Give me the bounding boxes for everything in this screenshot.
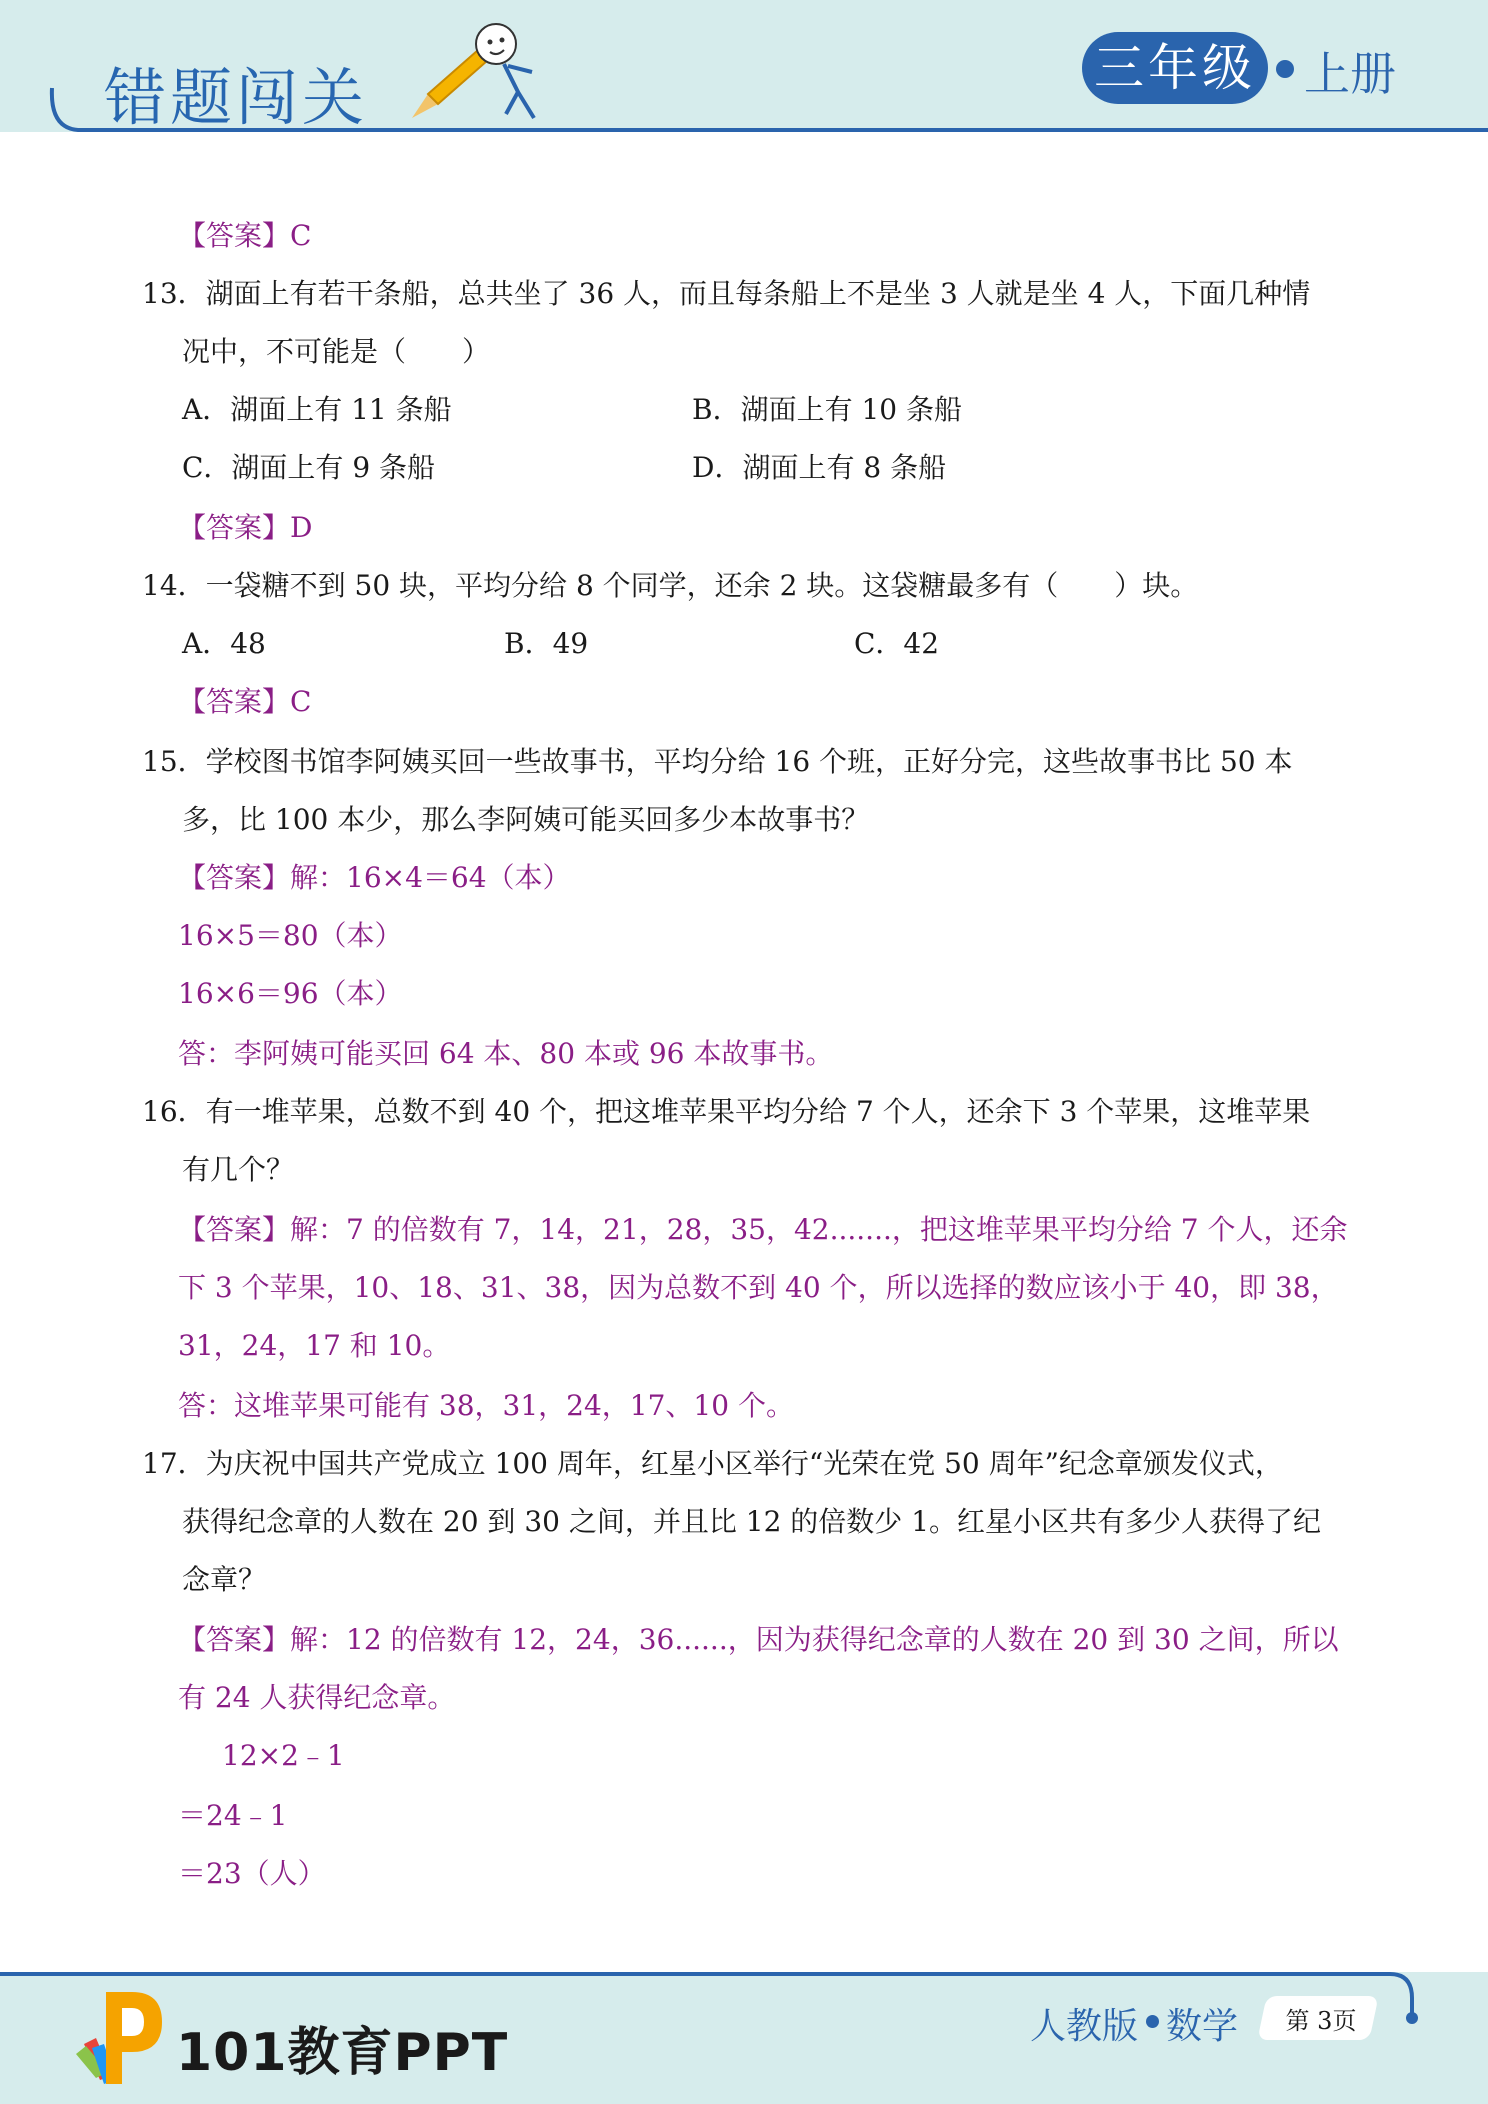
answer-line: 16×5＝80（本） (178, 919, 403, 952)
option-a: A．48 (182, 627, 266, 660)
answer-line: 【答案】解：16×4＝64（本） (178, 861, 571, 894)
answer-line: 16×6＝96（本） (178, 977, 403, 1010)
pencil-mascot-icon (408, 14, 544, 124)
edition-label: 人教版 (1030, 2006, 1139, 2047)
question-13: 13．湖面上有若干条船，总共坐了 36 人，而且每条船上不是坐 3 人就是坐 4 人，下面几种情 (142, 277, 1311, 310)
header-dot (1276, 60, 1294, 78)
answer-line: 有 24 人获得纪念章。 (178, 1681, 456, 1714)
answer-line: 【答案】解：7 的倍数有 7，14，21，28，35，42.......，把这堆苹果平均分给 7 个人，还余 (178, 1213, 1348, 1246)
answer-line: 答：这堆苹果可能有 38，31，24，17、10 个。 (178, 1389, 794, 1422)
question-15: 15．学校图书馆李阿姨买回一些故事书，平均分给 16 个班，正好分完，这些故事书比 50 本 (142, 745, 1293, 778)
answer-line: 12×2﹣1 (222, 1739, 345, 1772)
answer-line: 下 3 个苹果，10、18、31、38，因为总数不到 40 个，所以选择的数应该小于 40，即 38， (178, 1271, 1339, 1304)
question-line: 念章？ (182, 1563, 267, 1596)
option-c: C．湖面上有 9 条船 (182, 451, 436, 484)
answer-line: 31，24，17 和 10。 (178, 1329, 451, 1362)
option-b: B．湖面上有 10 条船 (692, 393, 963, 426)
logo-text: 101教育PPT (176, 2023, 509, 2083)
question-14: 14．一袋糖不到 50 块，平均分给 8 个同学，还余 2 块。这袋糖最多有（ ）块。 (142, 569, 1199, 602)
option-a: A．湖面上有 11 条船 (182, 393, 452, 426)
option-b: B．49 (504, 627, 589, 660)
grade-badge: 三年级 (1082, 32, 1268, 104)
footer-dot (1146, 2015, 1159, 2028)
page-number: 第 3页 (1285, 2007, 1357, 2035)
answer-line: 【答案】C (178, 685, 312, 718)
question-line: 况中，不可能是（ ） (182, 335, 491, 368)
answer-line: 【答案】解：12 的倍数有 12，24，36......，因为获得纪念章的人数在 20 到 30 之间，所以 (178, 1623, 1339, 1656)
brand-title: 错题闯关 (104, 61, 369, 134)
answer-line: 【答案】D (178, 511, 313, 544)
logo-icon (70, 1984, 166, 2090)
answer-line: 【答案】C (178, 219, 312, 252)
question-16: 16．有一堆苹果，总数不到 40 个，把这堆苹果平均分给 7 个人，还余下 3 个苹果，这堆苹果 (142, 1095, 1311, 1128)
question-line: 获得纪念章的人数在 20 到 30 之间，并且比 12 的倍数少 1。红星小区共有多少人获得了纪 (182, 1505, 1322, 1538)
question-17: 17．为庆祝中国共产党成立 100 周年，红星小区举行“光荣在党 50 周年”纪念章颁发仪式， (142, 1447, 1283, 1480)
volume-label: 上册 (1304, 47, 1396, 101)
answer-line: ＝23（人） (178, 1857, 326, 1890)
question-line: 多，比 100 本少，那么李阿姨可能买回多少本故事书？ (182, 803, 870, 836)
option-d: D．湖面上有 8 条船 (692, 451, 947, 484)
subject-label: 数学 (1166, 2006, 1239, 2047)
option-c: C．42 (854, 627, 940, 660)
answer-line: 答：李阿姨可能买回 64 本、80 本或 96 本故事书。 (178, 1037, 834, 1070)
answer-line: ＝24﹣1 (178, 1799, 288, 1832)
question-line: 有几个？ (182, 1153, 295, 1186)
